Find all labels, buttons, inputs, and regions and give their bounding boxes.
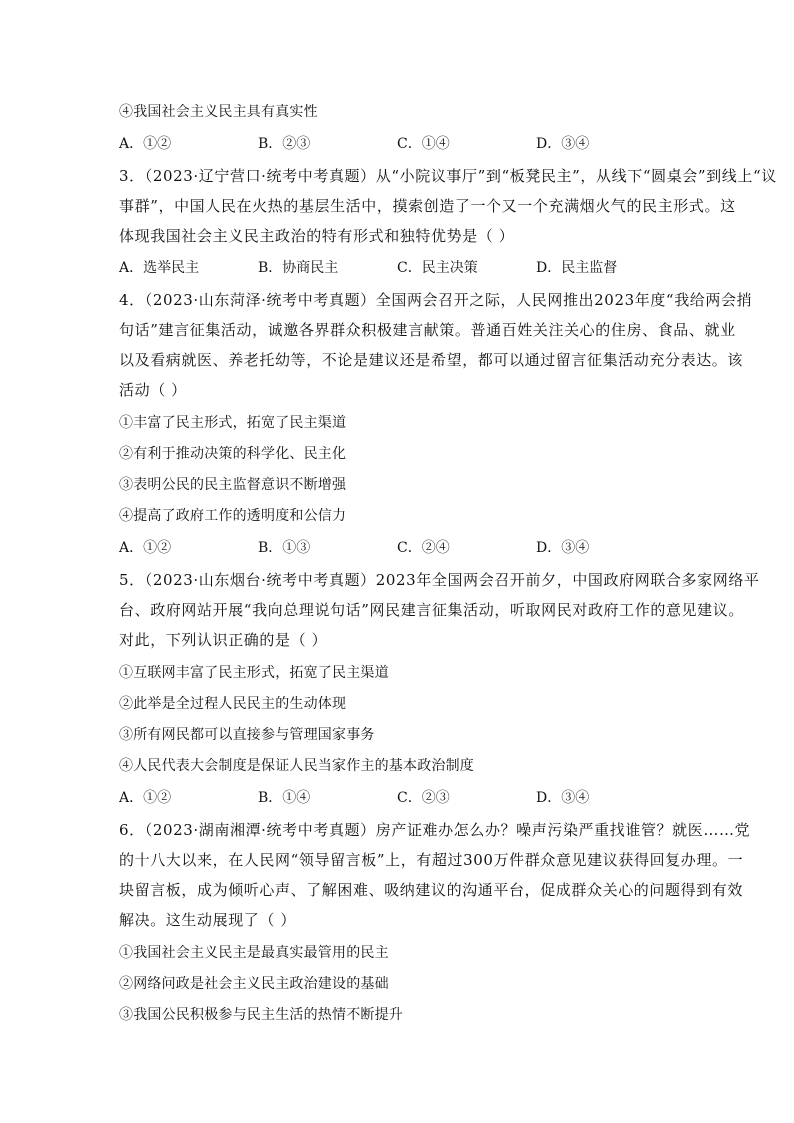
q4-option-c: C．②④ xyxy=(397,540,450,556)
q3-option-c: C．民主决策 xyxy=(397,260,478,276)
q4-item-2: ②有利于推动决策的科学化、民主化 xyxy=(119,446,347,462)
q5-option-c: C．②③ xyxy=(397,790,450,806)
q6-item-1: ①我国社会主义民主是最真实最管用的民主 xyxy=(119,945,389,961)
q3-option-a: A．选举民主 xyxy=(119,260,200,276)
q4-item-1: ①丰富了民主形式，拓宽了民主渠道 xyxy=(119,415,347,431)
q4-stem-line-1: 4．（2023·山东菏泽·统考中考真题）全国两会召开之际，人民网推出2023年度“我给两会捎 xyxy=(119,291,753,309)
q2-option-b: B．②③ xyxy=(258,136,311,152)
q6-stem-line-3: 块留言板，成为倾听心声、了解困难、吸纳建议的沟通平台，促成群众关心的问题得到有效 xyxy=(119,881,744,899)
q4-stem-line-4: 活动（ ） xyxy=(119,381,187,399)
q5-option-b: B．①④ xyxy=(258,790,311,806)
q3-option-d: D．民主监督 xyxy=(536,260,618,276)
q2-option-c: C．①④ xyxy=(397,136,450,152)
q4-item-4: ④提高了政府工作的透明度和公信力 xyxy=(119,508,347,524)
q5-option-d: D．③④ xyxy=(536,790,590,806)
q2-item-4: ④我国社会主义民主具有真实性 xyxy=(119,104,318,120)
q6-stem-line-1: 6．（2023·湖南湘潭·统考中考真题）房产证难办怎么办？噪声污染严重找谁管？就医……党 xyxy=(119,821,751,839)
q4-option-a: A．①② xyxy=(119,540,172,556)
q2-option-a: A．①② xyxy=(119,136,172,152)
q5-stem-line-3: 对此，下列认识正确的是（ ） xyxy=(119,631,328,649)
q3-stem-line-2: 事群”，中国人民在火热的基层生活中，摸索创造了一个又一个充满烟火气的民主形式。这 xyxy=(119,197,736,215)
q4-option-d: D．③④ xyxy=(536,540,590,556)
q5-item-1: ①互联网丰富了民主形式，拓宽了民主渠道 xyxy=(119,665,389,681)
q6-item-3: ③我国公民积极参与民主生活的热情不断提升 xyxy=(119,1007,403,1023)
q2-option-d: D．③④ xyxy=(536,136,590,152)
q3-stem-line-1: 3．（2023·辽宁营口·统考中考真题）从“小院议事厅”到“板凳民主”，从线下“圆桌会”到线上“议 xyxy=(119,167,777,185)
q3-options xyxy=(119,258,639,278)
q3-option-b: B．协商民主 xyxy=(258,260,339,276)
q3-stem-line-3: 体现我国社会主义民主政治的特有形式和独特优势是（ ） xyxy=(119,227,515,245)
q5-item-4: ④人民代表大会制度是保证人民当家作主的基本政治制度 xyxy=(119,758,474,774)
q5-stem-line-2: 台、政府网站开展“我向总理说句话”网民建言征集活动，听取网民对政府工作的意见建议。 xyxy=(119,601,744,619)
q5-options xyxy=(119,788,639,808)
q6-item-2: ②网络问政是社会主义民主政治建设的基础 xyxy=(119,976,389,992)
q5-item-3: ③所有网民都可以直接参与管理国家事务 xyxy=(119,727,375,743)
q4-option-b: B．①③ xyxy=(258,540,311,556)
q2-options xyxy=(119,134,639,154)
q5-option-a: A．①② xyxy=(119,790,172,806)
q4-stem-line-3: 以及看病就医、养老托幼等，不论是建议还是希望，都可以通过留言征集活动充分表达。该 xyxy=(119,351,744,369)
q5-item-2: ②此举是全过程人民民主的生动体现 xyxy=(119,696,347,712)
q4-item-3: ③表明公民的民主监督意识不断增强 xyxy=(119,477,347,493)
q6-stem-line-2: 的十八大以来，在人民网“领导留言板”上，有超过300万件群众意见建议获得回复办理。一 xyxy=(119,851,744,869)
q5-stem-line-1: 5．（2023·山东烟台·统考中考真题）2023年全国两会召开前夕，中国政府网联合多家网络平 xyxy=(119,571,760,589)
q4-options xyxy=(119,538,639,558)
q6-stem-line-4: 解决。这生动展现了（ ） xyxy=(119,911,296,929)
q4-stem-line-2: 句话”建言征集活动，诚邀各界群众积极建言献策。普通百姓关注关心的住房、食品、就业 xyxy=(119,321,736,339)
